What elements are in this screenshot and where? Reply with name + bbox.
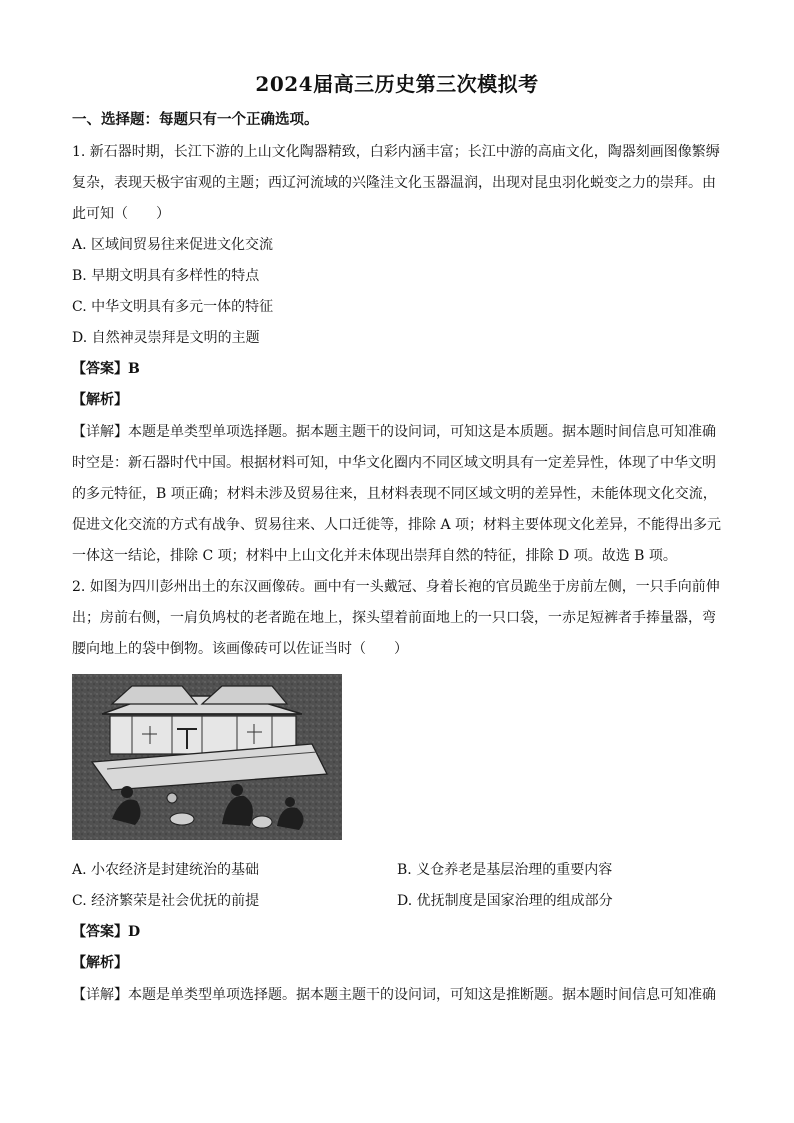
q2-answer: 【答案】D bbox=[72, 924, 141, 940]
q1-detail-line-2: 时空是：新石器时代中国。根据材料可知，中华文化圈内不同区域文明具有一定差异性，体现了中华文明 bbox=[72, 455, 716, 471]
q1-option-b: B. 早期文明具有多样性的特点 bbox=[72, 268, 260, 284]
q1-detail-line-4: 促进文化交流的方式有战争、贸易往来、人口迁徙等，排除 A 项；材料主要体现文化差异，不能得出多元 bbox=[72, 517, 722, 533]
q2-stem-line-3: 腰向地上的袋中倒物。该画像砖可以佐证当时（ ） bbox=[72, 641, 408, 657]
q1-stem-line-1: 1. 新石器时期，长江下游的上山文化陶器精致，白彩内涵丰富；长江中游的高庙文化，陶器刻画图像繁缛 bbox=[72, 144, 720, 160]
q1-stem-line-3: 此可知（ ） bbox=[72, 206, 170, 222]
q1-detail-line-1: 【详解】本题是单类型单项选择题。据本题主题干的设问词，可知这是本质题。据本题时间信息可知准确 bbox=[72, 424, 716, 440]
q1-answer: 【答案】B bbox=[72, 361, 140, 377]
q2-option-a: A. 小农经济是封建统治的基础 bbox=[72, 862, 260, 878]
han-pictorial-brick-image bbox=[72, 674, 342, 840]
q2-option-c: C. 经济繁荣是社会优抚的前提 bbox=[72, 893, 260, 909]
q1-detail-line-5: 一体这一结论，排除 C 项；材料中上山文化并未体现出崇拜自然的特征，排除 D 项。故选 B 项。 bbox=[72, 548, 677, 564]
q2-option-b: B. 义仓养老是基层治理的重要内容 bbox=[397, 862, 613, 878]
section-heading: 一、选择题：每题只有一个正确选项。 bbox=[72, 111, 319, 128]
q2-stem-line-2: 出；房前右侧，一肩负鸠杖的老者跪在地上，探头望着前面地上的一只口袋，一赤足短裤者手捧量器，弯 bbox=[72, 610, 716, 626]
q2-option-d: D. 优抚制度是国家治理的组成部分 bbox=[397, 893, 613, 909]
brick-illustration bbox=[72, 674, 342, 840]
page-title: 2024届高三历史第三次模拟考 bbox=[255, 72, 539, 96]
q2-stem-line-1: 2. 如图为四川彭州出土的东汉画像砖。画中有一头戴冠、身着长袍的官员跪坐于房前左侧，一只手向前伸 bbox=[72, 579, 720, 595]
q1-option-a: A. 区域间贸易往来促进文化交流 bbox=[72, 237, 274, 253]
q1-option-d: D. 自然神灵崇拜是文明的主题 bbox=[72, 330, 260, 346]
q1-option-c: C. 中华文明具有多元一体的特征 bbox=[72, 299, 274, 315]
q2-detail-line-1: 【详解】本题是单类型单项选择题。据本题主题干的设问词，可知这是推断题。据本题时间信息可知准确 bbox=[72, 987, 716, 1003]
q2-analysis-label: 【解析】 bbox=[72, 955, 128, 971]
q1-analysis-label: 【解析】 bbox=[72, 392, 128, 408]
q1-stem-line-2: 复杂，表现天极宇宙观的主题；西辽河流域的兴隆洼文化玉器温润，出现对昆虫羽化蜕变之力的崇拜。由 bbox=[72, 175, 716, 191]
q1-detail-line-3: 的多元特征，B 项正确；材料未涉及贸易往来，且材料表现不同区域文明的差异性，未能体现文化交流， bbox=[72, 486, 717, 502]
